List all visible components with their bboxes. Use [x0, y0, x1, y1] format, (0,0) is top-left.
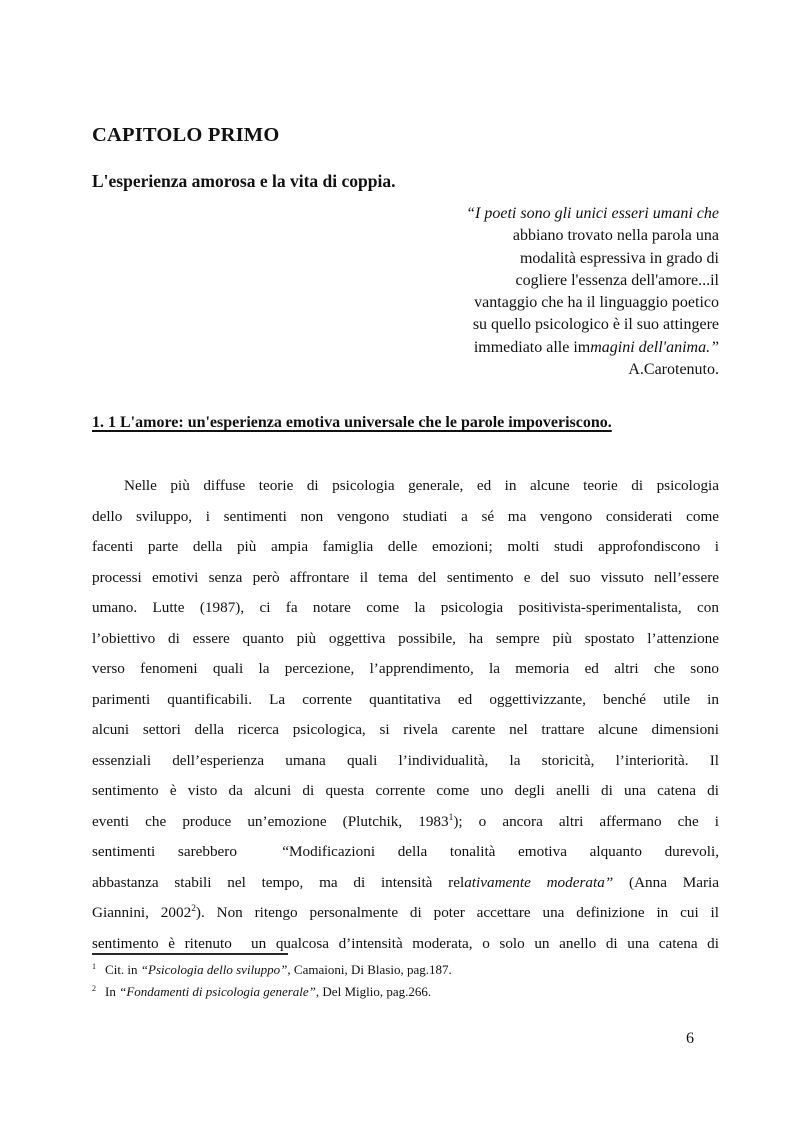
page-number: 6 — [686, 1030, 694, 1047]
text-segment: , Del Miglio, pag.266. — [315, 984, 432, 999]
body-line — [92, 807, 719, 838]
body-line — [92, 868, 719, 899]
superscript-marker: 2 — [191, 903, 196, 914]
text-segment: ); o ancora altri affermano che i — [453, 812, 719, 830]
epigraph-line — [339, 292, 719, 314]
body-line — [92, 502, 719, 533]
epigraph-line — [339, 270, 719, 292]
epigraph-line — [339, 225, 719, 247]
text-segment: sentimento è ritenuto un qualcosa d’intensità moderata, o solo un anello di una catena di — [92, 934, 719, 952]
body-line — [92, 776, 719, 807]
epigraph-quote — [339, 203, 719, 381]
text-segment: processi emotivi senza però affrontare il tema del sentimento e del suo vissuto nell’essere — [92, 568, 719, 586]
epigraph-line — [339, 359, 719, 381]
text-segment: vantaggio che ha il linguaggio poetico — [474, 294, 719, 312]
superscript-marker: 1 — [448, 812, 454, 823]
text-segment: facenti parte della più ampia famiglia delle emozioni; molti studi approfondiscono i — [92, 538, 719, 555]
superscript-marker: 1 — [92, 961, 97, 971]
text-segment: immediato alle im — [473, 338, 591, 356]
text-segment: , Camaioni, Di Blasio, pag.187. — [287, 962, 452, 977]
text-segment: sentimento è visto da alcuni di questa corrente come uno degli anelli di una catena di — [92, 782, 719, 799]
body-line — [92, 685, 719, 716]
body-line — [92, 654, 719, 685]
body-line — [92, 837, 719, 868]
text-segment: eventi che produce un’emozione (Plutchik, 1983 — [92, 812, 449, 830]
text-segment: Giannini, 2002 — [92, 904, 192, 921]
footnote — [92, 981, 719, 1003]
text-segment: magini dell'anima.” — [590, 338, 719, 356]
epigraph-line — [339, 203, 719, 225]
epigraph-line — [339, 248, 719, 270]
text-segment: ). Non ritengo personalmente di poter accettare una definizione in cui il — [195, 904, 719, 921]
text-segment: abbiano trovato nella parola una — [512, 227, 719, 245]
body-line — [92, 624, 719, 655]
epigraph-line — [339, 314, 719, 336]
text-segment: “I poeti sono gli unici esseri umani che — [466, 205, 719, 222]
text-segment: Nelle più diffuse teorie di psicologia generale, ed in alcune teorie di psicologia — [124, 477, 719, 494]
section-heading: 1. 1 L'amore: un'esperienza emotiva universale che le parole impoveriscono. — [92, 414, 612, 431]
body-paragraph — [92, 471, 719, 959]
text-segment: ativamente moderata” — [464, 873, 614, 891]
text-segment: cogliere l'essenza dell'amore...il — [515, 271, 719, 289]
text-segment: (Anna Maria — [613, 873, 719, 891]
chapter-subtitle: L'esperienza amorosa e la vita di coppia. — [92, 170, 396, 191]
text-segment: Cit. in — [105, 962, 141, 977]
text-segment: alcuni settori della ricerca psicologica, si rivela carente nel trattare alcune dimensioni — [92, 721, 719, 738]
text-segment: modalità espressiva in grado di — [519, 249, 719, 267]
body-line — [92, 746, 719, 777]
text-segment: essenziali dell’esperienza umana quali l’individualità, la storicità, l’interiorità. Il — [92, 751, 719, 769]
text-segment: abbastanza stabili nel tempo, ma di intensità rel — [92, 873, 465, 891]
epigraph-line — [339, 337, 719, 359]
footnote-separator — [92, 953, 288, 955]
text-segment: su quello psicologico è il suo attingere — [472, 316, 719, 334]
body-line — [92, 898, 719, 929]
body-line — [92, 715, 719, 746]
body-line — [92, 532, 719, 563]
footnotes — [92, 959, 719, 1003]
superscript-marker: 2 — [92, 983, 97, 993]
text-segment: “Fondamenti di psicologia generale” — [119, 984, 316, 999]
chapter-title: CAPITOLO PRIMO — [92, 123, 280, 146]
footnote — [92, 959, 719, 981]
body-line — [92, 563, 719, 594]
text-segment: In — [105, 984, 120, 999]
text-segment: dello sviluppo, i sentimenti non vengono studiati a sé ma vengono considerati come — [92, 507, 719, 525]
text-segment: A.Carotenuto. — [628, 361, 719, 379]
body-line — [92, 593, 719, 624]
text-segment: sentimenti sarebbero “Modificazioni della tonalità emotiva alquanto durevoli, — [92, 843, 719, 860]
text-segment: parimenti quantificabili. La corrente quantitativa ed oggettivizzante, benché utile in — [92, 690, 719, 708]
text-segment: l’obiettivo di essere quanto più oggettiva possibile, ha sempre più spostato l’attenzione — [92, 629, 719, 647]
text-segment: umano. Lutte (1987), ci fa notare come la psicologia positivista-sperimentalista, con — [92, 599, 719, 616]
text-segment: verso fenomeni quali la percezione, l’apprendimento, la memoria ed altri che sono — [92, 660, 719, 677]
text-segment: “Psicologia dello sviluppo” — [140, 962, 288, 977]
body-line — [92, 471, 719, 502]
